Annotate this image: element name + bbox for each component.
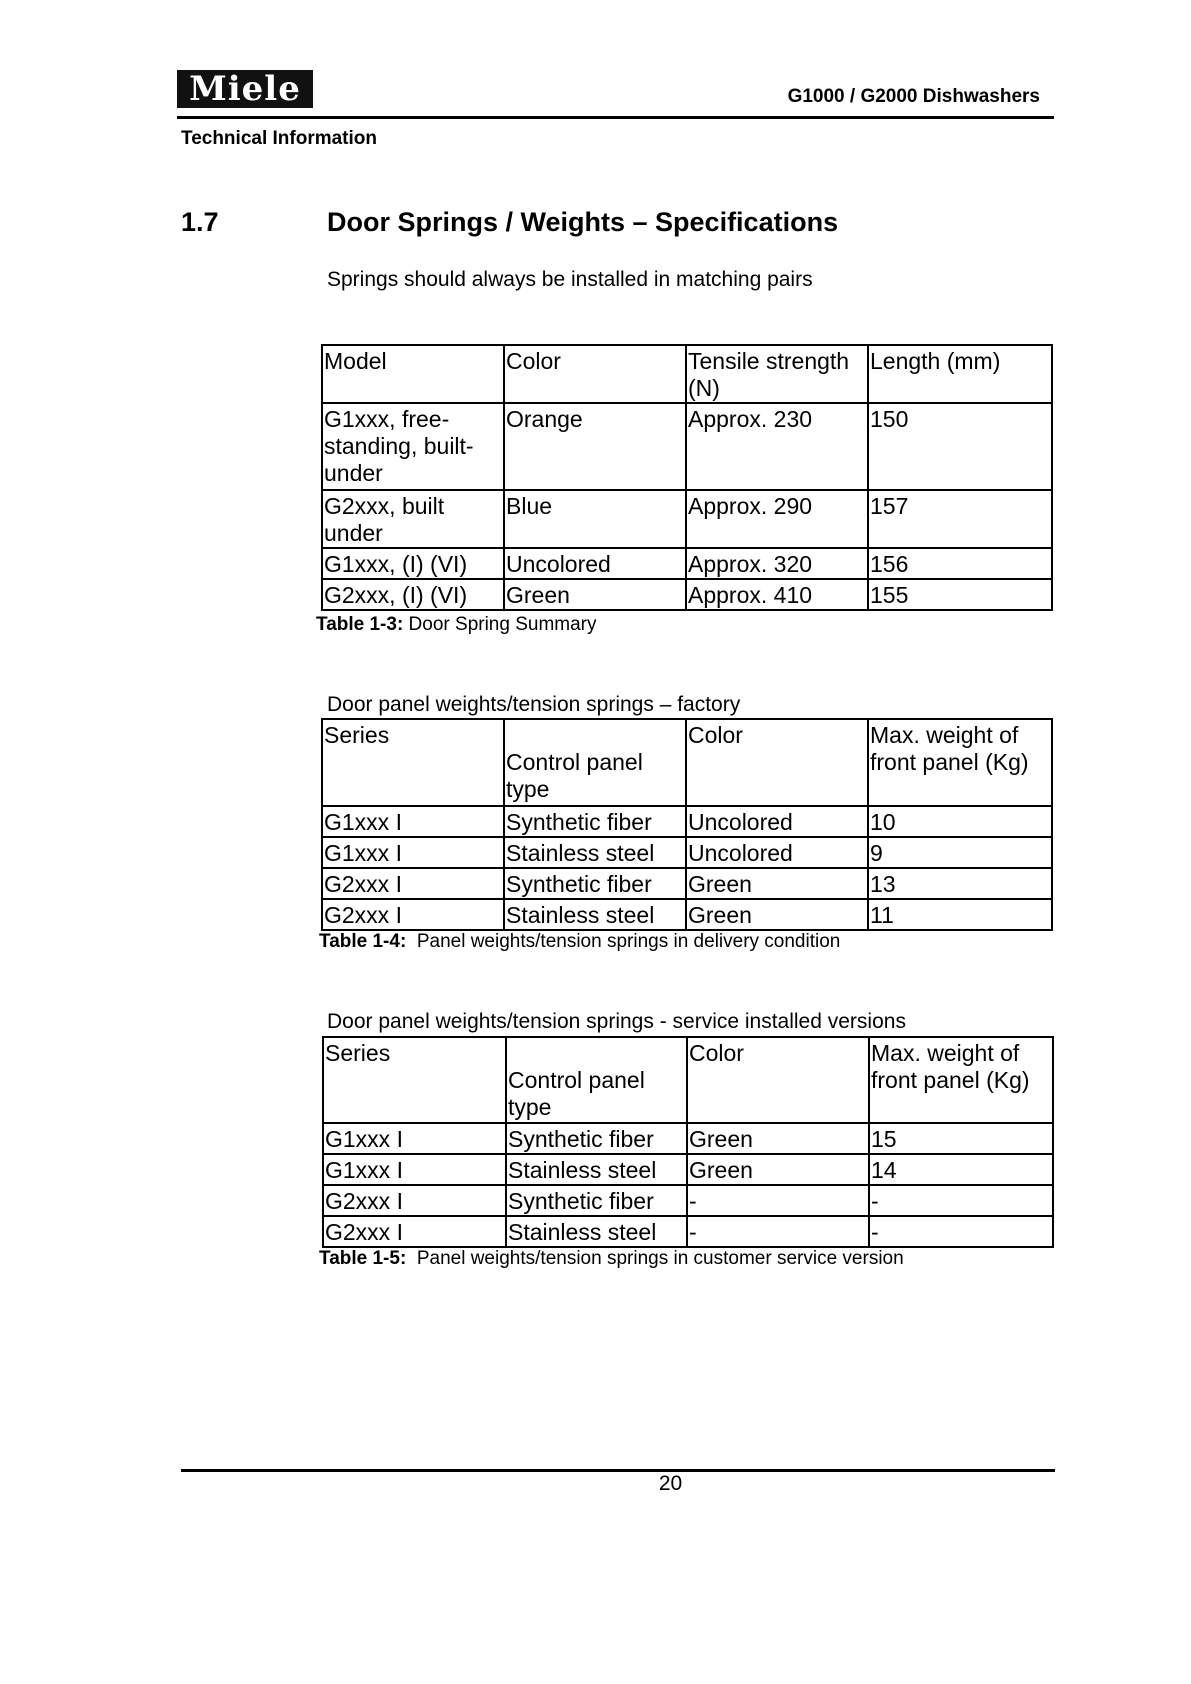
table-cell: G1xxx, free-standing, built-under — [322, 403, 504, 490]
table-title: Door panel weights/tension springs - service installed versions — [327, 1010, 906, 1033]
table-cell: 14 — [869, 1154, 1053, 1185]
table-cell: Orange — [504, 403, 686, 490]
table-cell: Approx. 320 — [686, 548, 868, 579]
table-cell: 150 — [868, 403, 1052, 490]
header-cell: Series — [323, 1037, 506, 1123]
section-title: Door Springs / Weights – Specifications — [327, 207, 839, 237]
table-cell: G2xxx, built under — [322, 490, 504, 548]
table-cell: 157 — [868, 490, 1052, 548]
table-cell: 11 — [868, 899, 1052, 930]
table-cell: Blue — [504, 490, 686, 548]
factory-weights-table — [321, 718, 1053, 931]
table-cell: G2xxx I — [322, 899, 504, 930]
table-row — [322, 899, 1052, 930]
table-caption — [319, 1248, 904, 1270]
table-cell: Synthetic fiber — [504, 806, 686, 837]
table-title: Door panel weights/tension springs – factory — [327, 693, 741, 716]
table-row — [323, 1216, 1053, 1247]
caption-text: Panel weights/tension springs in customer service version — [406, 1248, 904, 1269]
service-weights-table — [322, 1036, 1054, 1248]
header-cell: Color — [686, 719, 868, 806]
table-cell: G1xxx I — [323, 1154, 506, 1185]
header-cell: Control panel type — [504, 719, 686, 806]
table-cell: - — [869, 1216, 1053, 1247]
table-cell: Stainless steel — [506, 1154, 687, 1185]
header-cell: Max. weight of front panel (Kg) — [869, 1037, 1053, 1123]
table-cell: G1xxx I — [322, 806, 504, 837]
table-row — [322, 490, 1052, 548]
table-cell: 13 — [868, 868, 1052, 899]
miele-logo: Miele — [177, 70, 313, 108]
table-cell: Green — [504, 579, 686, 610]
caption-text: Door Spring Summary — [403, 614, 597, 635]
caption-label: Table 1-5: — [319, 1248, 407, 1269]
table-cell: Green — [686, 899, 868, 930]
table-cell: G2xxx I — [323, 1185, 506, 1216]
table-cell: G2xxx I — [323, 1216, 506, 1247]
table-cell: Uncolored — [686, 837, 868, 868]
table-cell: Approx. 410 — [686, 579, 868, 610]
table-cell: Green — [686, 868, 868, 899]
table-row — [323, 1185, 1053, 1216]
table-row — [322, 806, 1052, 837]
table-header-row — [322, 719, 1052, 806]
header-cell: Model — [322, 345, 504, 403]
table-cell: 15 — [869, 1123, 1053, 1154]
table-cell: 156 — [868, 548, 1052, 579]
table-cell: Synthetic fiber — [506, 1123, 687, 1154]
table-cell: - — [687, 1185, 869, 1216]
table-row — [323, 1154, 1053, 1185]
table-cell: G1xxx I — [323, 1123, 506, 1154]
table-cell: Synthetic fiber — [504, 868, 686, 899]
caption-text: Panel weights/tension springs in delivery condition — [406, 931, 841, 952]
table-cell: Synthetic fiber — [506, 1185, 687, 1216]
header-cell: Color — [687, 1037, 869, 1123]
document-title: G1000 / G2000 Dishwashers — [787, 86, 1040, 107]
table-cell: Stainless steel — [506, 1216, 687, 1247]
table-caption — [319, 931, 840, 953]
caption-label: Table 1-4: — [319, 931, 407, 952]
section-number: 1.7 — [181, 207, 219, 237]
table-header-row — [323, 1037, 1053, 1123]
table-cell: 155 — [868, 579, 1052, 610]
table-row — [322, 868, 1052, 899]
table-cell: Approx. 290 — [686, 490, 868, 548]
table-cell: G1xxx I — [322, 837, 504, 868]
table-cell: Approx. 230 — [686, 403, 868, 490]
table-row — [322, 837, 1052, 868]
table-cell: Uncolored — [686, 806, 868, 837]
table-cell: Green — [687, 1154, 869, 1185]
table-row — [322, 403, 1052, 490]
table-cell: Green — [687, 1123, 869, 1154]
header-cell: Control panel type — [506, 1037, 687, 1123]
door-spring-summary-table — [321, 344, 1053, 611]
table-row — [323, 1123, 1053, 1154]
table-cell: - — [869, 1185, 1053, 1216]
table-cell: G2xxx I — [322, 868, 504, 899]
table-header-row — [322, 345, 1052, 403]
table-cell: 9 — [868, 837, 1052, 868]
table-cell: G1xxx, (I) (VI) — [322, 548, 504, 579]
table-cell: Uncolored — [504, 548, 686, 579]
caption-label: Table 1-3: — [316, 614, 404, 635]
section-label: Technical Information — [181, 128, 378, 149]
table-row — [322, 579, 1052, 610]
table-cell: G2xxx, (I) (VI) — [322, 579, 504, 610]
header-cell: Color — [504, 345, 686, 403]
table-caption — [316, 614, 597, 636]
table-row — [322, 548, 1052, 579]
header-cell: Length (mm) — [868, 345, 1052, 403]
header-cell: Tensile strength (N) — [686, 345, 868, 403]
table-cell: - — [687, 1216, 869, 1247]
section-intro: Springs should always be installed in matching pairs — [327, 268, 813, 291]
page-number: 20 — [658, 1472, 683, 1495]
table-cell: Stainless steel — [504, 837, 686, 868]
header-cell: Series — [322, 719, 504, 806]
table-cell: Stainless steel — [504, 899, 686, 930]
table-cell: 10 — [868, 806, 1052, 837]
header-rule — [177, 116, 1054, 119]
header-cell: Max. weight of front panel (Kg) — [868, 719, 1052, 806]
